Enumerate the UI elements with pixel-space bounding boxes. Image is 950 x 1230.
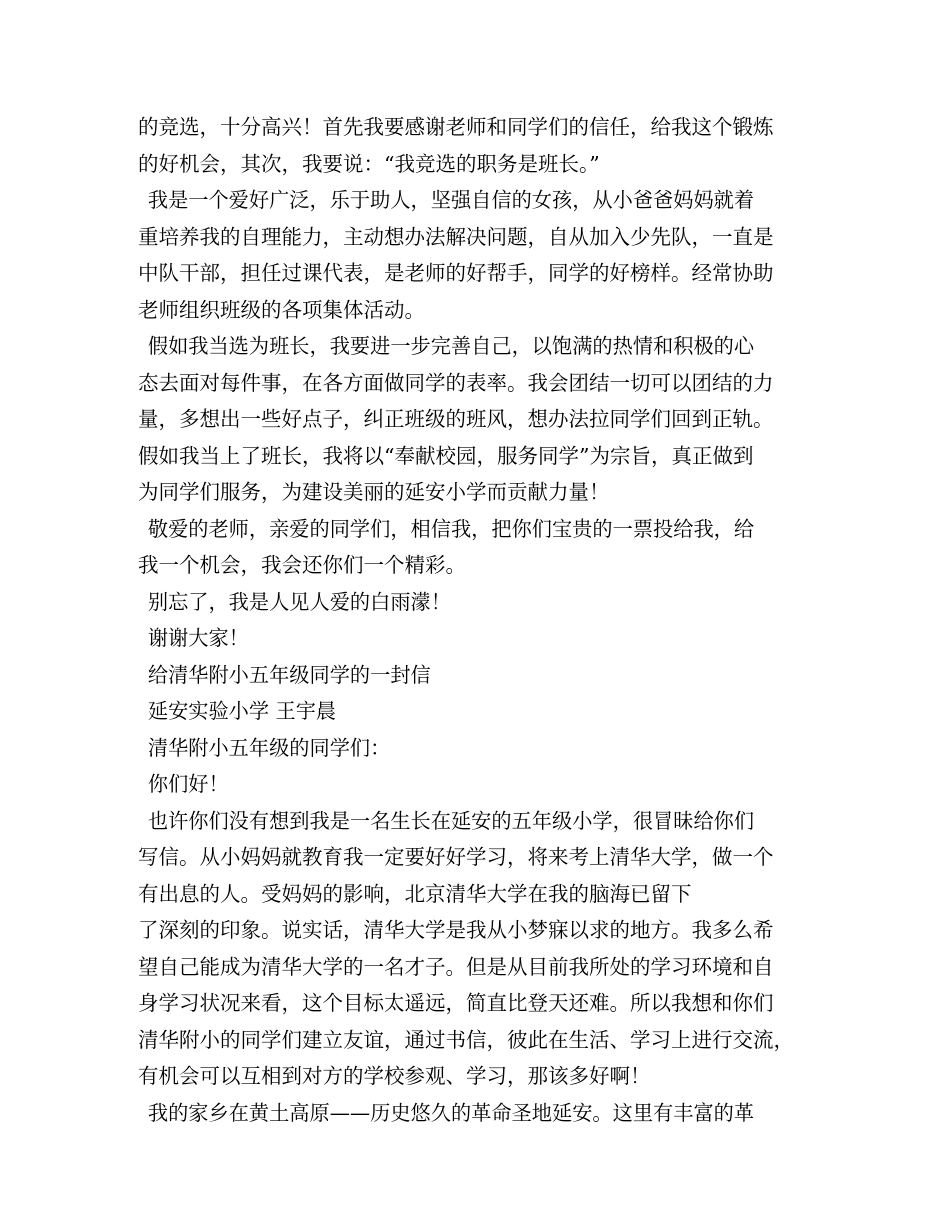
text-line: 望自己能成为清华大学的一名才子。但是从目前我所处的学习环境和自	[138, 954, 774, 979]
text-line: 有出息的人。受妈妈的影响，北京清华大学在我的脑海已留下	[138, 881, 692, 906]
document-body	[138, 109, 838, 1131]
text-line: 重培养我的自理能力，主动想办法解决问题，自从加入少先队，一直是	[138, 224, 774, 249]
text-line: 敬爱的老师，亲爱的同学们，相信我，把你们宝贵的一票投给我，给	[147, 516, 755, 541]
text-line: 假如我当选为班长，我要进一步完善自己，以饱满的热情和积极的心	[147, 334, 755, 358]
text-line: 写信。从小妈妈就教育我一定要好好学习，将来考上清华大学，做一个	[138, 845, 774, 869]
text-line: 给清华附小五年级同学的一封信	[147, 662, 431, 687]
text-line: 的竞选，十分高兴！首先我要感谢老师和同学们的信任，给我这个锻炼	[138, 115, 774, 139]
text-line: 清华附小五年级的同学们：	[147, 735, 391, 760]
text-line: 中队干部，担任过课代表，是老师的好帮手，同学的好榜样。经常协助	[138, 261, 774, 285]
text-line: 的好机会，其次，我要说：“我竞选的职务是班长。”	[138, 151, 600, 176]
text-line: 身学习状况来看，这个目标太遥远，简直比登天还难。所以我想和你们	[138, 991, 774, 1015]
text-line: 延安实验小学 王宇晨	[147, 699, 337, 723]
text-line: 有机会可以互相到对方的学校参观、学习，那该多好啊！	[138, 1064, 651, 1088]
text-line: 态去面对每件事，在各方面做同学的表率。我会团结一切可以团结的力	[138, 370, 774, 395]
text-line: 你们好！	[147, 772, 229, 796]
text-line: 假如我当上了班长，我将以“奉献校园，服务同学”为宗旨，真正做到	[138, 443, 754, 468]
text-line: 量，多想出一些好点子，纠正班级的班风，想办法拉同学们回到正轨。	[138, 407, 774, 431]
text-line: 为同学们服务，为建设美丽的延安小学而贡献力量！	[138, 480, 610, 504]
text-line: 谢谢大家！	[147, 626, 249, 650]
text-line: 也许你们没有想到我是一名生长在延安的五年级小学，很冒昧给你们	[147, 808, 755, 833]
text-line: 清华附小的同学们建立友谊，通过书信，彼此在生活、学习上进行交流，	[138, 1027, 794, 1052]
text-line: 了深刻的印象。说实话，清华大学是我从小梦寐以求的地方。我多么希	[138, 918, 774, 942]
text-line: 我一个机会，我会还你们一个精彩。	[138, 553, 466, 577]
text-line: 老师组织班级的各项集体活动。	[138, 297, 425, 322]
text-line: 我的家乡在黄土高原——历史悠久的革命圣地延安。这里有丰富的革	[147, 1100, 755, 1125]
text-line: 我是一个爱好广泛，乐于助人，坚强自信的女孩，从小爸爸妈妈就着	[147, 188, 755, 212]
text-line: 别忘了，我是人见人爱的白雨濛！	[147, 589, 451, 614]
